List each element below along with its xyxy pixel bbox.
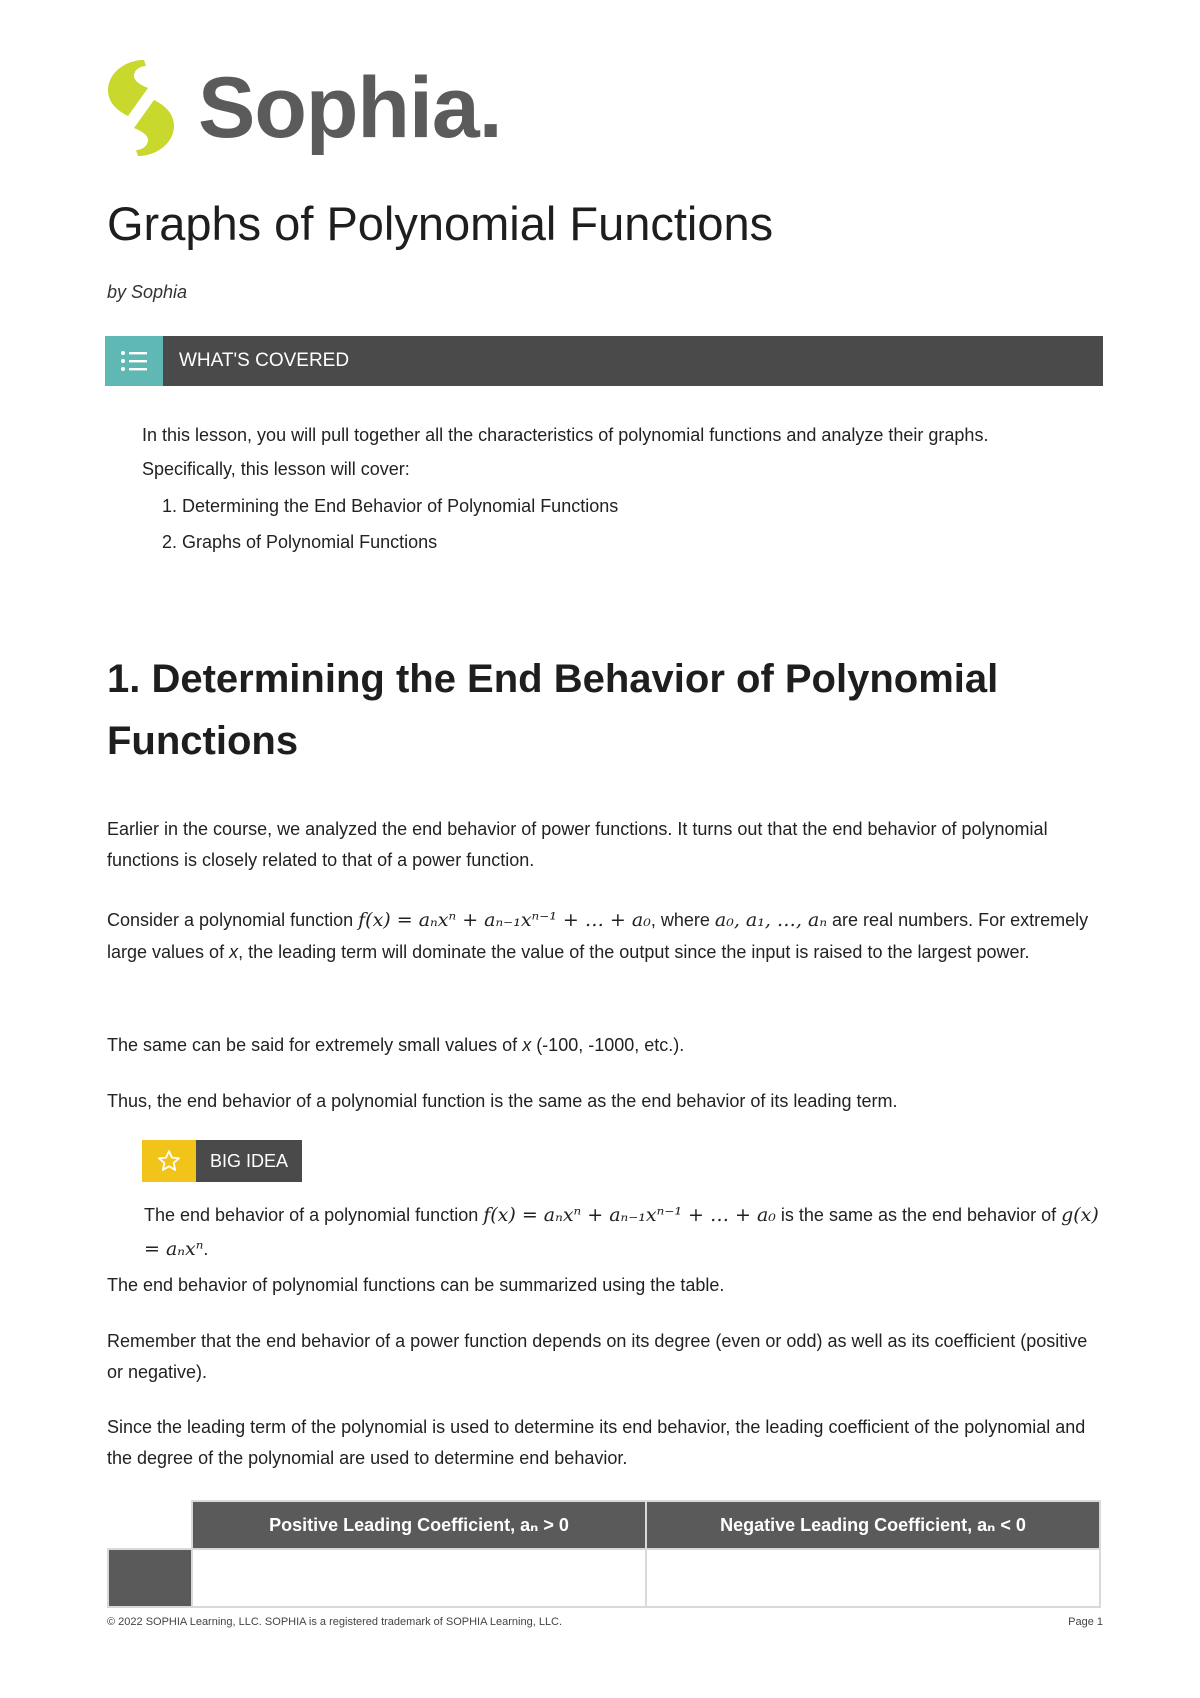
star-icon xyxy=(142,1140,196,1182)
table-cell xyxy=(192,1549,646,1607)
table-header: Positive Leading Coefficient, aₙ > 0 xyxy=(192,1501,646,1549)
whats-covered-banner xyxy=(105,336,1103,386)
page-title: Graphs of Polynomial Functions xyxy=(107,197,774,250)
sophia-logo xyxy=(104,56,502,160)
end-behavior-table xyxy=(107,1500,1101,1608)
table-row-header xyxy=(108,1549,192,1607)
table-header: Negative Leading Coefficient, aₙ < 0 xyxy=(646,1501,1100,1549)
big-idea-label: BIG IDEA xyxy=(196,1140,302,1182)
big-idea-text: The end behavior of a polynomial function f(x) = aₙxⁿ + aₙ₋₁xⁿ⁻¹ + … + a₀ is the same as the end behavior of g(x) = aₙxⁿ. xyxy=(144,1204,1099,1260)
whats-covered-label: WHAT'S COVERED xyxy=(163,336,1103,386)
coefficients-formula: a₀, a₁, …, aₙ xyxy=(714,909,828,931)
paragraph: The end behavior of polynomial functions can be summarized using the table. xyxy=(107,1275,725,1295)
paragraph: Consider a polynomial function f(x) = aₙxⁿ + aₙ₋₁xⁿ⁻¹ + … + a₀, where a₀, a₁, …, aₙ are real numbers. For extremely large values of x, the leading term will dominate the value of the output since the input is raised to the largest power. xyxy=(107,909,1089,962)
sophia-logo-mark xyxy=(104,58,178,158)
whats-covered-intro: In this lesson, you will pull together all the characteristics of polynomial functions and analyze their graphs. Specifically, this lesson will cover: xyxy=(142,425,989,479)
whats-covered-content xyxy=(142,418,1062,560)
list-icon xyxy=(105,336,163,386)
big-idea-banner xyxy=(142,1140,302,1182)
paragraph: Since the leading term of the polynomial is used to determine its end behavior, the leading coefficient of the polynomial and the degree of the polynomial are used to determine end behavior. xyxy=(107,1417,1086,1468)
page-number: Page 1 xyxy=(1068,1616,1103,1628)
table-corner xyxy=(108,1501,192,1549)
page-footer xyxy=(107,1616,1103,1628)
polynomial-formula: f(x) = aₙxⁿ + aₙ₋₁xⁿ⁻¹ + … + a₀ xyxy=(358,909,651,931)
byline: by Sophia xyxy=(107,282,188,302)
polynomial-formula: f(x) = aₙxⁿ + aₙ₋₁xⁿ⁻¹ + … + a₀ xyxy=(483,1204,776,1226)
section-heading: 1. Determining the End Behavior of Polynomial Functions xyxy=(107,657,999,763)
leading-term-formula: g(x) = aₙxⁿ xyxy=(144,1204,1099,1260)
list-item: 1. Determining the End Behavior of Polynomial Functions xyxy=(182,488,1062,524)
copyright: © 2022 SOPHIA Learning, LLC. SOPHIA is a registered trademark of SOPHIA Learning, LLC. xyxy=(107,1616,563,1628)
covered-list xyxy=(142,488,1062,560)
table-cell xyxy=(646,1549,1100,1607)
paragraph: Remember that the end behavior of a power function depends on its degree (even or odd) as well as its coefficient (positive or negative). xyxy=(107,1331,1088,1382)
logo-wordmark: Sophia. xyxy=(198,60,502,156)
paragraph: The same can be said for extremely small values of x (-100, -1000, etc.). xyxy=(107,1035,685,1055)
paragraph: Thus, the end behavior of a polynomial function is the same as the end behavior of its leading term. xyxy=(107,1091,898,1111)
list-item: 2. Graphs of Polynomial Functions xyxy=(182,524,1062,560)
paragraph: Earlier in the course, we analyzed the end behavior of power functions. It turns out that the end behavior of polynomial functions is closely related to that of a power function. xyxy=(107,819,1048,870)
